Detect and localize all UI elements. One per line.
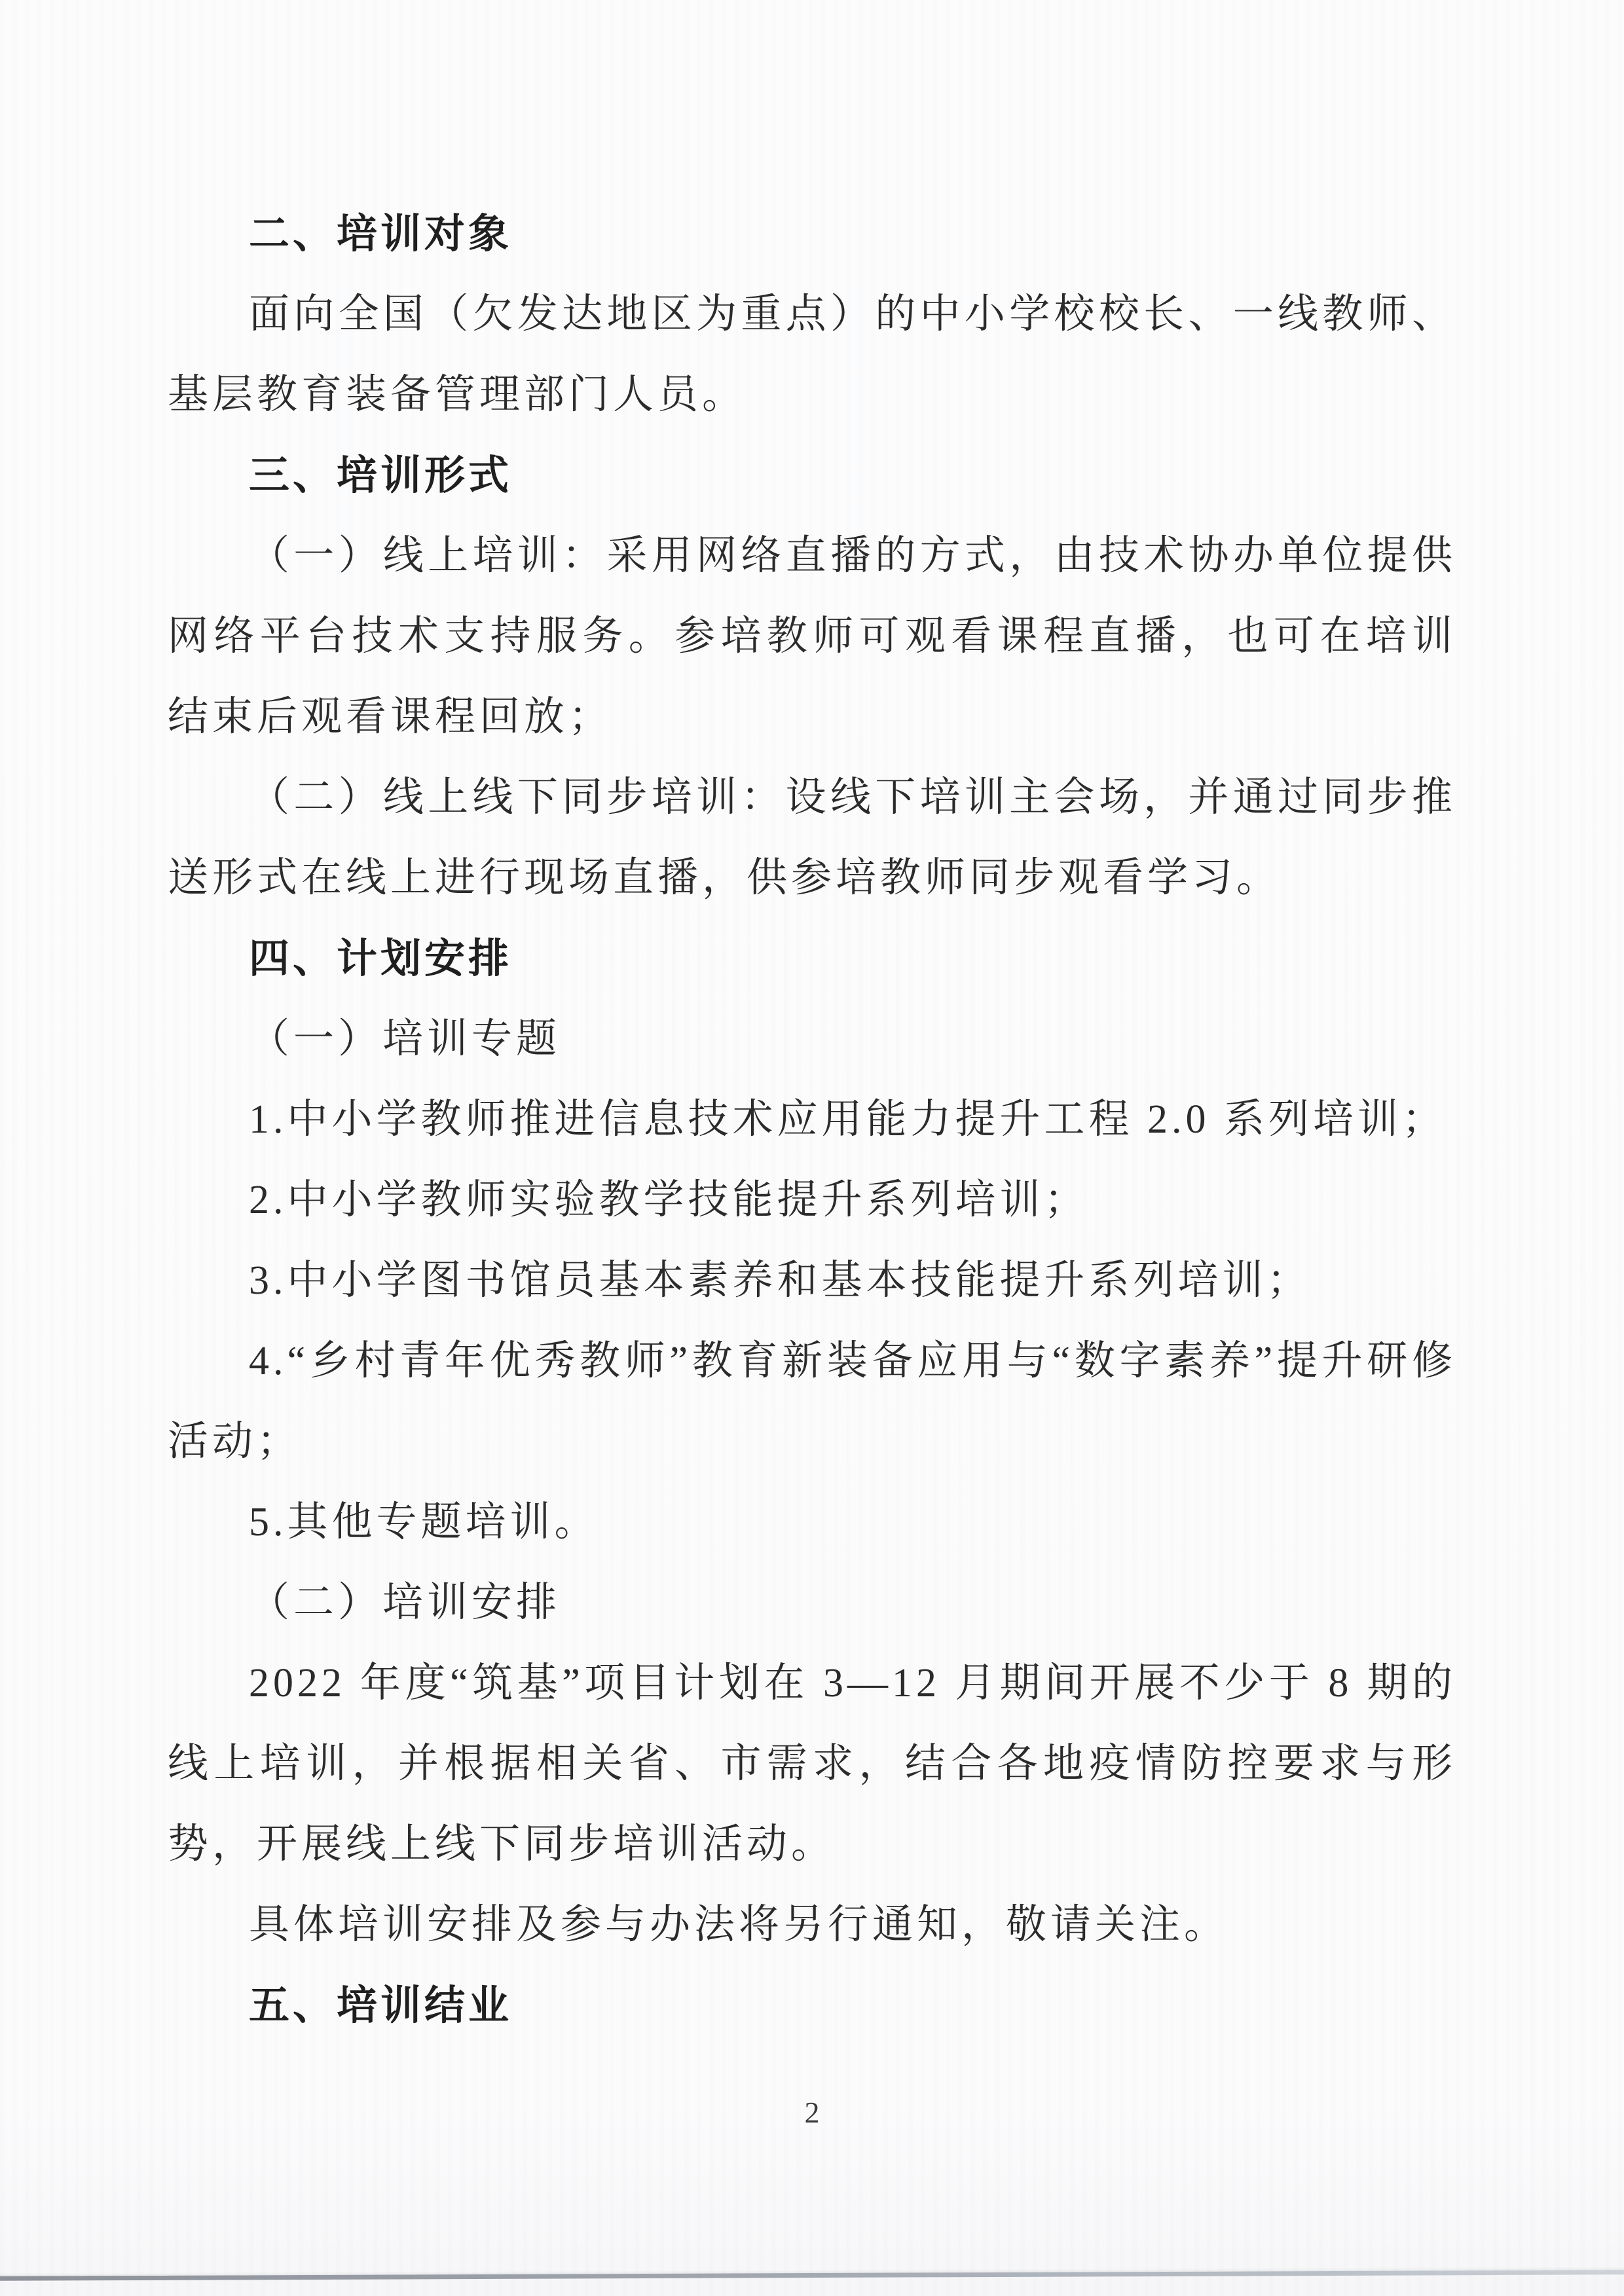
body-paragraph: 具体培训安排及参与办法将另行通知，敬请关注。 (249, 1903, 1229, 1947)
body-paragraph: （一）线上培训：采用网络直播的方式，由技术协办单位提供网络平台技术支持服务。参培教师可观看课程直播，也可在培训结束后观看课程回放； (168, 534, 1456, 739)
body-paragraph: 5.其他专题培训。 (249, 1500, 599, 1544)
body-paragraph: （一）培训专题 (249, 1017, 561, 1061)
body-paragraph: 1.中小学教师推进信息技术应用能力提升工程 2.0 系列培训； (249, 1097, 1447, 1142)
section-heading: 二、培训对象 (249, 211, 513, 257)
body-paragraph: 3.中小学图书馆员基本素养和基本技能提升系列培训； (249, 1258, 1312, 1303)
body-paragraph: 2.中小学教师实验教学技能提升系列培训； (249, 1178, 1089, 1222)
section-heading: 四、计划安排 (249, 936, 513, 981)
scan-edge-shadow (0, 2270, 1624, 2281)
section-heading: 三、培训形式 (249, 453, 513, 498)
page-number: 2 (804, 2096, 820, 2129)
section-heading: 五、培训结业 (249, 1983, 513, 2028)
body-paragraph: 2022 年度“筑基”项目计划在 3—12 月期间开展不少于 8 期的线上培训，并根据相关省、市需求，结合各地疫情防控要求与形势，开展线上线下同步培训活动。 (168, 1661, 1456, 1867)
body-paragraph: 4.“乡村青年优秀教师”教育新装备应用与“数字素养”提升研修活动； (168, 1339, 1456, 1464)
body-paragraph: （二）培训安排 (249, 1580, 561, 1625)
body-paragraph: 面向全国（欠发达地区为重点）的中小学校校长、一线教师、基层教育装备管理部门人员。 (168, 292, 1456, 417)
body-paragraph: （二）线上线下同步培训：设线下培训主会场，并通过同步推送形式在线上进行现场直播，供参培教师同步观看学习。 (168, 775, 1456, 900)
document-body (168, 194, 1456, 2046)
